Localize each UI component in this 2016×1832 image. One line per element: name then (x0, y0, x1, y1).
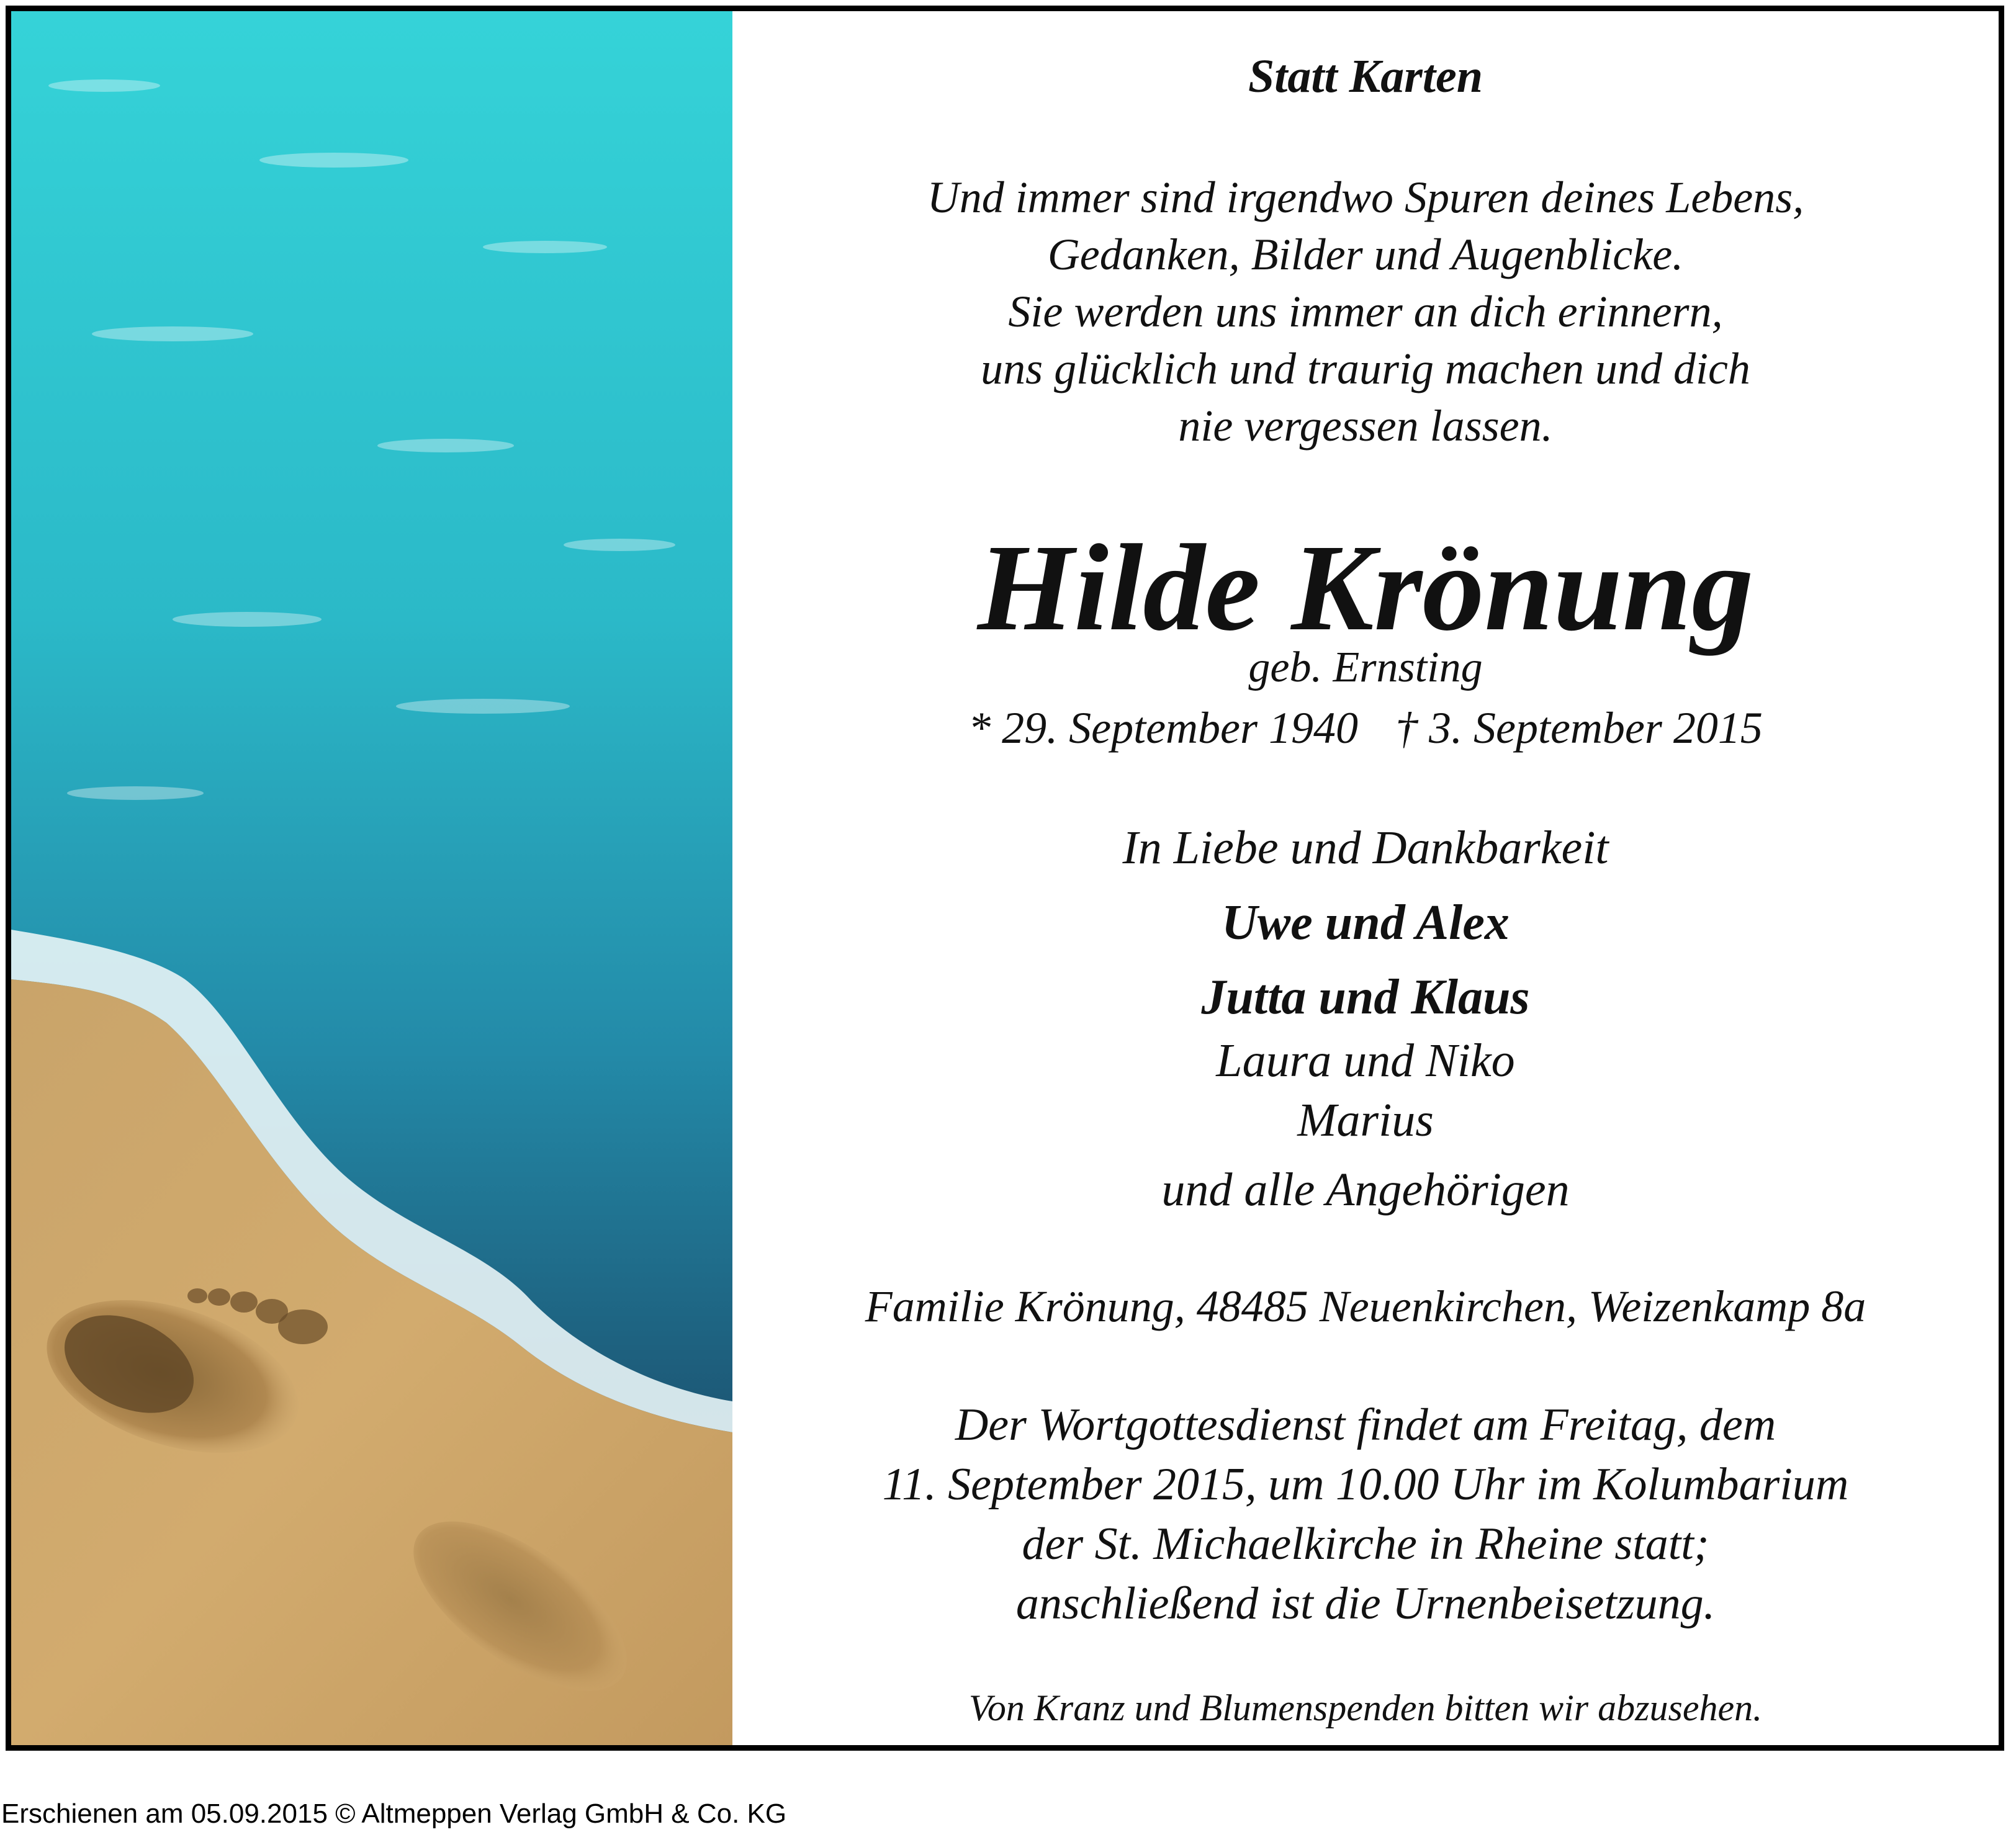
deceased-name: Hilde Krönung (977, 519, 1754, 657)
mourner-laura-niko: Laura und Niko (1216, 1035, 1515, 1087)
mourner-marius: Marius (1297, 1094, 1434, 1146)
intro-line: In Liebe und Dankbarkeit (1122, 822, 1609, 874)
poem-line-3: Sie werden uns immer an dich erinnern, (1008, 287, 1723, 336)
mourner-others: und alle Angehörigen (1161, 1164, 1570, 1216)
poem-line-4: uns glücklich und traurig machen und dich (981, 344, 1750, 393)
service-line-2: 11. September 2015, um 10.00 Uhr im Kolumbarium (882, 1459, 1849, 1510)
notice-frame (6, 6, 2004, 1751)
header-statt-karten: Statt Karten (1248, 50, 1483, 102)
family-address: Familie Krönung, 48485 Neuenkirchen, Weizenkamp 8a (865, 1282, 1866, 1331)
publication-footer: Erschienen am 05.09.2015 © Altmeppen Verlag GmbH & Co. KG (1, 1798, 787, 1829)
poem-line-1: Und immer sind irgendwo Spuren deines Lebens, (927, 173, 1804, 222)
closing-note: Von Kranz und Blumenspenden bitten wir abzusehen. (968, 1687, 1763, 1728)
mourner-jutta-klaus: Jutta und Klaus (1201, 970, 1530, 1025)
life-dates (732, 703, 1999, 754)
notice-text (732, 11, 1999, 1745)
service-line-3: der St. Michaelkirche in Rheine statt; (1022, 1519, 1709, 1569)
mourner-uwe-alex: Uwe und Alex (1222, 896, 1510, 950)
death-date: † 3. September 2015 (1395, 703, 1763, 753)
service-line-1: Der Wortgottesdienst findet am Freitag, dem (955, 1399, 1776, 1450)
birth-name: geb. Ernsting (1248, 644, 1483, 691)
birth-date: * 29. September 1940 (968, 703, 1358, 753)
poem-line-2: Gedanken, Bilder und Augenblicke. (1047, 230, 1684, 279)
poem-line-5: nie vergessen lassen. (1178, 401, 1553, 451)
service-line-4: anschließend ist die Urnenbeisetzung. (1015, 1578, 1716, 1629)
beach-footprint-photo (11, 11, 732, 1745)
